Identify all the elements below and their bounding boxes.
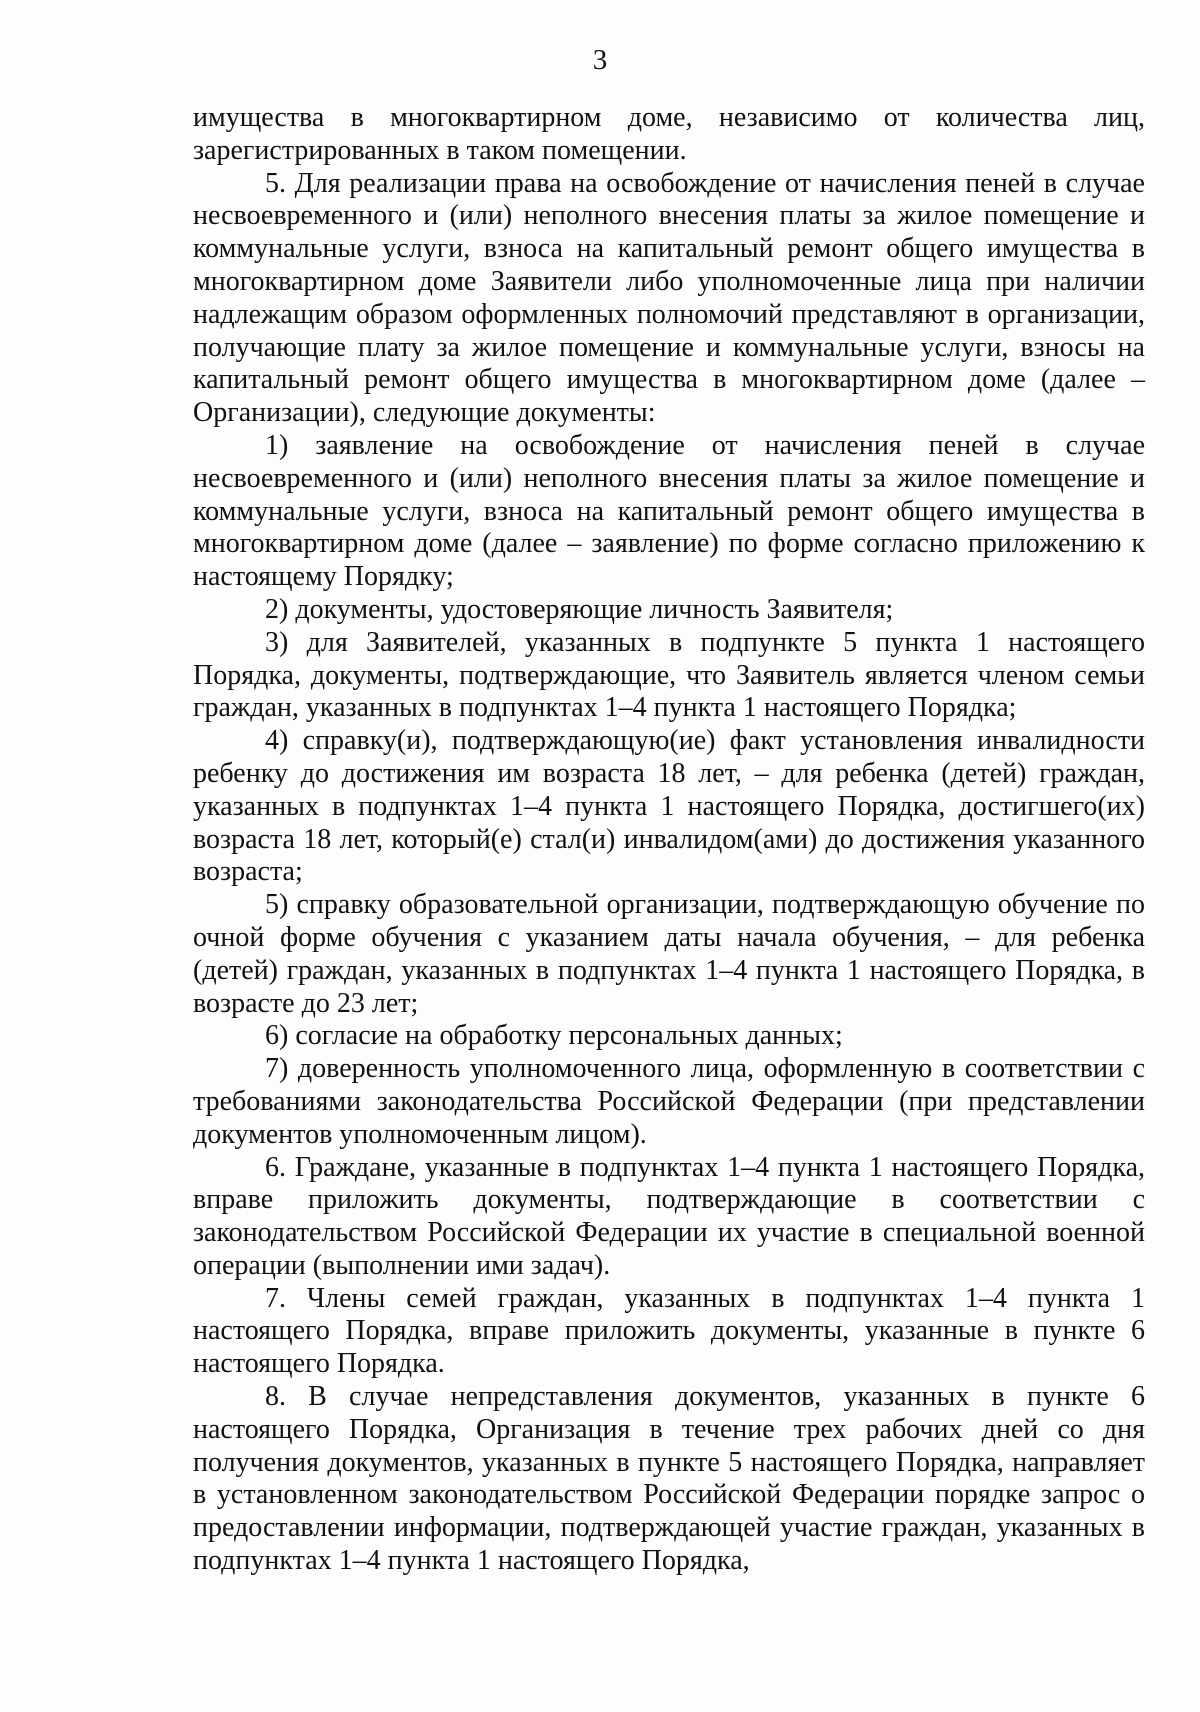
page-number: 3 — [592, 44, 608, 76]
subitem-7: 7) доверенность уполномоченного лица, оформленную в соответствии с требованиями законодательства Российской Федерации (при представлении документов уполномоченным лицом). — [193, 1053, 1145, 1150]
paragraph-item-7: 7. Члены семей граждан, указанных в подпунктах 1–4 пункта 1 настоящего Порядка, вправе приложить документы, указанные в пункте 6 настоящего Порядка. — [193, 1282, 1145, 1380]
document-body — [193, 102, 1145, 1578]
subitem-5: 5) справку образовательной организации, подтверждающую обучение по очной форме обучения с указанием даты начала обучения, – для ребенка (детей) граждан, указанных в подпунктах 1–4 пункта 1 настоящего Порядка, в возрасте до 23 лет; — [193, 889, 1145, 1019]
subitem-4: 4) справку(и), подтверждающую(ие) факт установления инвалидности ребенку до достижения им возраста 18 лет, – для ребенка (детей) граждан, указанных в подпунктах 1–4 пункта 1 настоящего Порядка, достигшего(их) возраста 18 лет, который(е) стал(и) инвалидом(ами) до достижения указанного возраста; — [193, 725, 1145, 888]
subitem-1: 1) заявление на освобождение от начисления пеней в случае несвоевременного и (или) неполного внесения платы за жилое помещение и коммунальные услуги, взноса на капитальный ремонт общего имущества в многоквартирном доме (далее – заявление) по форме согласно приложению к настоящему Порядку; — [193, 429, 1145, 593]
subitem-6: 6) согласие на обработку персональных данных; — [265, 1020, 843, 1052]
paragraph-item-5: 5. Для реализации права на освобождение от начисления пеней в случае несвоевременного и (или) неполного внесения платы за жилое помещение и коммунальные услуги, взноса на капитальный ремонт общего имущества в многоквартирном доме Заявители либо уполномоченные лица при наличии надлежащим образом оформленных полномочий представляют в организации, получающие плату за жилое помещение и коммунальные услуги, взносы на капитальный ремонт общего имущества в многоквартирном доме (далее – Организации), следующие документы: — [193, 167, 1145, 429]
paragraph-item-6: 6. Граждане, указанные в подпунктах 1–4 пункта 1 настоящего Порядка, вправе приложить документы, подтверждающие в соответствии с законодательством Российской Федерации их участие в специальной военной операции (выполнении ими задач). — [193, 1151, 1145, 1281]
paragraph-item-8: 8. В случае непредставления документов, указанных в пункте 6 настоящего Порядка, Организация в течение трех рабочих дней со дня получения документов, указанных в пункте 5 настоящего Порядка, направляет в установленном законодательством Российской Федерации порядке запрос о предоставлении информации, подтверждающей участие граждан, указанных в подпунктах 1–4 пункта 1 настоящего Порядка, — [193, 1381, 1145, 1577]
paragraph-continuation: имущества в многоквартирном доме, независимо от количества лиц, зарегистрированных в таком помещении. — [193, 102, 1145, 166]
subitem-3: 3) для Заявителей, указанных в подпункте 5 пункта 1 настоящего Порядка, документы, подтверждающие, что Заявитель является членом семьи граждан, указанных в подпунктах 1–4 пункта 1 настоящего Порядка; — [193, 626, 1145, 724]
subitem-2: 2) документы, удостоверяющие личность Заявителя; — [265, 593, 894, 625]
